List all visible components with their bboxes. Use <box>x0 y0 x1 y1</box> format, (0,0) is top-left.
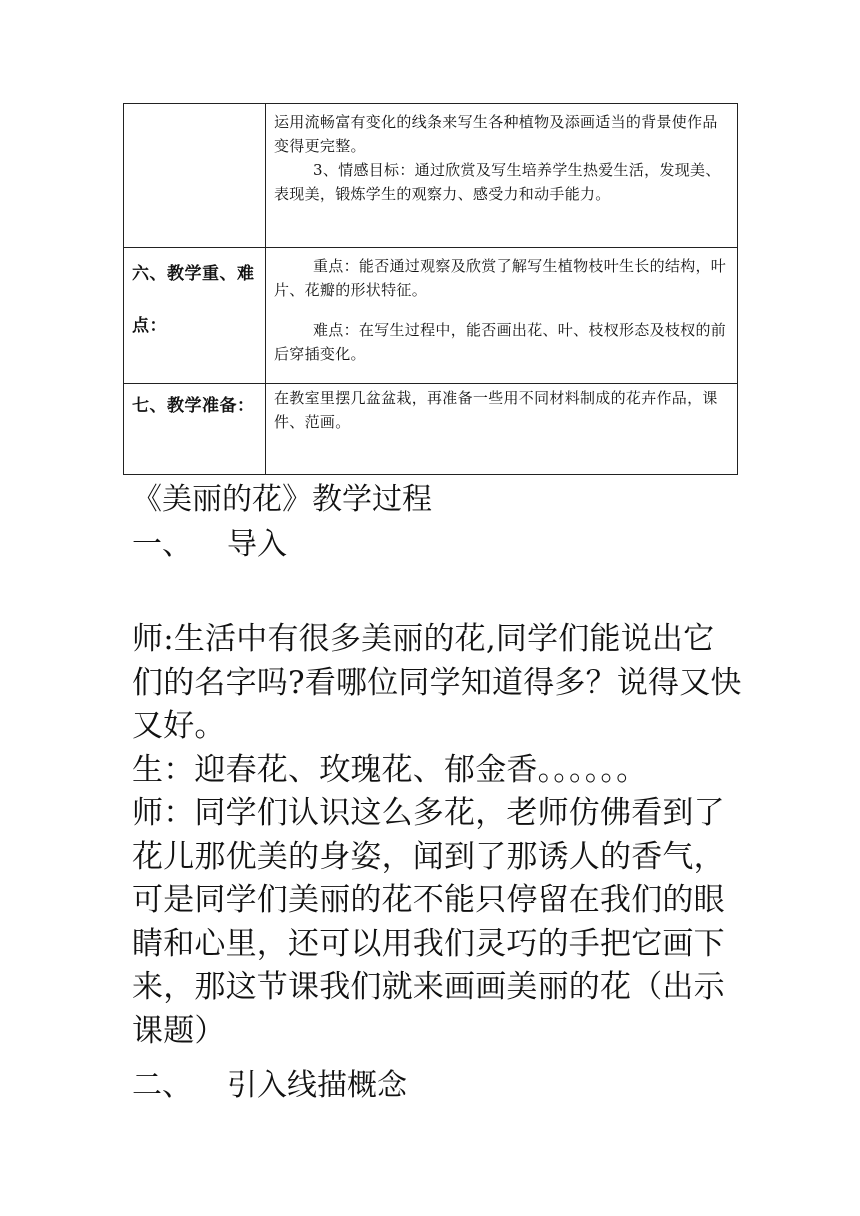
dialogue-line: 师:生活中有很多美丽的花,同学们能说出它们的名字吗?看哪位同学知道得多？说得又快又好。 <box>132 621 742 744</box>
key-point-text: 重点：能否通过观察及欣赏了解写生植物枝叶生长的结构，叶片、花瓣的形状特征。 <box>274 257 727 299</box>
row-label: 七、教学准备： <box>132 396 255 416</box>
row-label-cell <box>124 104 266 248</box>
row-content-line: 运用流畅富有变化的线条来写生各种植物及添画适当的背景使作品变得更完整。 <box>274 113 718 155</box>
lesson-plan-table <box>123 103 738 475</box>
row-content-line: 3、情感目标：通过欣赏及写生培养学生热爱生活，发现美、表现美，锻炼学生的观察力、感受力和动手能力。 <box>274 161 721 203</box>
table-row <box>124 384 738 475</box>
table-row <box>124 248 738 384</box>
row-label: 六、教学重、难点： <box>132 264 255 336</box>
table-row <box>124 104 738 248</box>
section-heading-intro <box>132 525 742 565</box>
dialogue-block <box>132 618 742 1053</box>
difficulty-text: 难点：在写生过程中，能否画出花、叶、枝杈形态及枝杈的前后穿插变化。 <box>274 321 727 363</box>
row-label-cell <box>124 248 266 384</box>
preparation-text: 在教室里摆几盆盆栽，再准备一些用不同材料制成的花卉作品，课件、范画。 <box>274 389 718 431</box>
section-number: 二、 <box>132 1068 192 1103</box>
section-title: 引入线描概念 <box>227 1068 407 1103</box>
row-content-cell <box>266 104 738 248</box>
section-heading-line-drawing <box>132 1066 742 1106</box>
process-title: 《美丽的花》教学过程 <box>132 482 432 517</box>
row-content-cell <box>266 384 738 475</box>
section-title: 导入 <box>227 527 287 562</box>
dialogue-line: 生：迎春花、玫瑰花、郁金香。。。。。。 <box>132 751 648 788</box>
dialogue-line: 师：同学们认识这么多花，老师仿佛看到了花儿那优美的身姿，闻到了那诱人的香气，可是同学们美丽的花不能只停留在我们的眼睛和心里，还可以用我们灵巧的手把它画下来，那这节课我们就来画画美丽的花（出示课题） <box>132 795 725 1049</box>
section-number: 一、 <box>132 527 192 562</box>
row-label-cell <box>124 384 266 475</box>
row-content-cell <box>266 248 738 384</box>
